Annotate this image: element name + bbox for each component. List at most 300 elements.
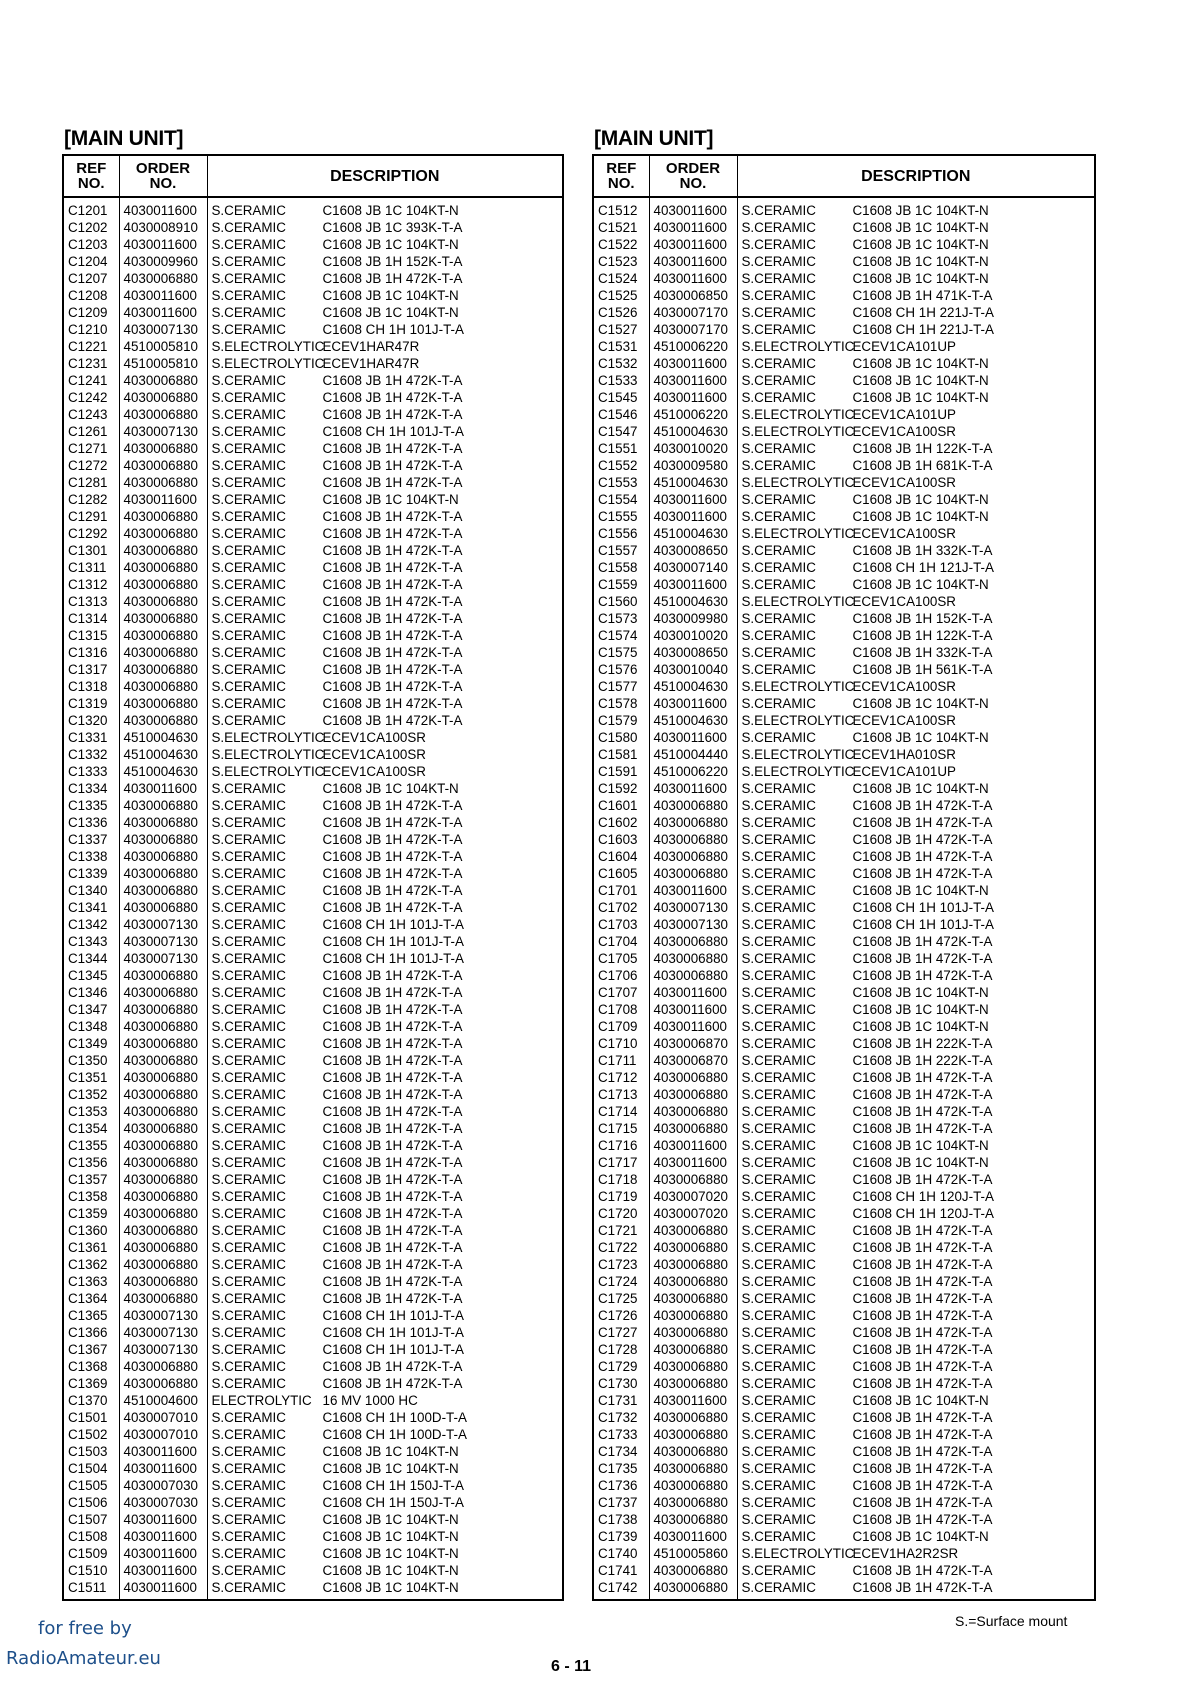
component-type: S.CERAMIC	[211, 1444, 286, 1459]
component-spec: C1608 JB 1H 472K-T-A	[852, 968, 993, 983]
component-type: S.CERAMIC	[211, 1104, 286, 1119]
order-no-cell: 4030007130	[119, 1307, 207, 1324]
ref-no-cell: C1370	[63, 1392, 119, 1409]
order-no-cell: 4030006850	[649, 287, 737, 304]
ref-no-cell: C1369	[63, 1375, 119, 1392]
ref-no-cell: C1367	[63, 1341, 119, 1358]
ref-no-cell: C1712	[593, 1069, 649, 1086]
description-cell	[207, 1562, 563, 1579]
description-cell	[737, 1528, 1095, 1545]
component-type: S.CERAMIC	[211, 322, 286, 337]
component-spec: ECEV1CA101UP	[852, 764, 956, 779]
component-spec: C1608 JB 1H 472K-T-A	[322, 526, 463, 541]
ref-no-cell: C1502	[63, 1426, 119, 1443]
table-row	[593, 1528, 1095, 1545]
table-row	[593, 763, 1095, 780]
description-cell	[207, 933, 563, 950]
description-cell	[737, 1375, 1095, 1392]
table-row	[63, 253, 563, 270]
table-row	[593, 627, 1095, 644]
component-spec: C1608 JB 1H 472K-T-A	[322, 1087, 463, 1102]
table-row	[63, 695, 563, 712]
component-type: S.CERAMIC	[211, 1206, 286, 1221]
table-row	[63, 865, 563, 882]
order-no-cell: 4030006880	[119, 1290, 207, 1307]
ref-no-cell: C1521	[593, 219, 649, 236]
component-spec: C1608 CH 1H 101J-T-A	[322, 1308, 464, 1323]
order-no-cell: 4030006880	[119, 661, 207, 678]
component-spec: C1608 CH 1H 101J-T-A	[852, 917, 994, 932]
table-row	[63, 304, 563, 321]
component-type: S.CERAMIC	[211, 713, 286, 728]
component-type: S.CERAMIC	[741, 849, 816, 864]
ref-no-cell: C1315	[63, 627, 119, 644]
order-no-cell: 4510004440	[649, 746, 737, 763]
table-row	[593, 1426, 1095, 1443]
table-row	[63, 1528, 563, 1545]
ref-no-cell: C1707	[593, 984, 649, 1001]
description-cell	[207, 661, 563, 678]
ref-no-cell: C1527	[593, 321, 649, 338]
description-cell	[737, 678, 1095, 695]
order-no-cell: 4030011600	[649, 355, 737, 372]
description-cell	[737, 1579, 1095, 1600]
ref-no-cell: C1241	[63, 372, 119, 389]
description-cell	[737, 304, 1095, 321]
table-row	[593, 1205, 1095, 1222]
component-spec: ECEV1HAR47R	[322, 339, 420, 354]
ref-no-cell: C1314	[63, 610, 119, 627]
description-cell	[207, 474, 563, 491]
table-row	[63, 1341, 563, 1358]
component-type: S.CERAMIC	[211, 628, 286, 643]
description-cell	[737, 1409, 1095, 1426]
order-no-cell: 4030006880	[649, 1069, 737, 1086]
ref-no-cell: C1210	[63, 321, 119, 338]
table-row	[593, 1018, 1095, 1035]
component-type: S.CERAMIC	[741, 1104, 816, 1119]
component-type: S.CERAMIC	[211, 1461, 286, 1476]
ref-no-cell: C1507	[63, 1511, 119, 1528]
component-spec: C1608 JB 1H 472K-T-A	[852, 1427, 993, 1442]
order-no-cell: 4030006880	[649, 1171, 737, 1188]
ref-no-cell: C1576	[593, 661, 649, 678]
component-spec: C1608 JB 1H 472K-T-A	[852, 1359, 993, 1374]
component-type: S.CERAMIC	[211, 1546, 286, 1561]
component-spec: C1608 JB 1C 104KT-N	[322, 288, 459, 303]
component-type: S.CERAMIC	[211, 288, 286, 303]
ref-no-cell: C1350	[63, 1052, 119, 1069]
component-type: S.CERAMIC	[741, 305, 816, 320]
component-type: S.CERAMIC	[741, 1580, 816, 1595]
table-row	[63, 474, 563, 491]
ref-no-cell: C1511	[63, 1579, 119, 1600]
ref-no-cell: C1331	[63, 729, 119, 746]
order-no-cell: 4030006880	[119, 644, 207, 661]
order-no-cell: 4030006880	[649, 933, 737, 950]
ref-no-cell: C1209	[63, 304, 119, 321]
component-type: S.CERAMIC	[741, 696, 816, 711]
ref-no-cell: C1337	[63, 831, 119, 848]
table-row	[63, 1426, 563, 1443]
order-no-cell: 4030006880	[119, 406, 207, 423]
ref-no-cell: C1504	[63, 1460, 119, 1477]
table-row	[63, 559, 563, 576]
component-spec: C1608 JB 1C 104KT-N	[852, 577, 989, 592]
table-row	[63, 270, 563, 287]
component-type: S.ELECTROLYTIC	[741, 747, 855, 762]
description-cell	[207, 899, 563, 916]
description-cell	[737, 1341, 1095, 1358]
component-spec: C1608 JB 1H 472K-T-A	[852, 1325, 993, 1340]
component-type: S.CERAMIC	[741, 492, 816, 507]
component-spec: C1608 JB 1H 472K-T-A	[852, 1444, 993, 1459]
component-type: S.CERAMIC	[741, 1325, 816, 1340]
order-no-cell: 4030006880	[119, 593, 207, 610]
ref-no-cell: C1348	[63, 1018, 119, 1035]
description-cell	[737, 1545, 1095, 1562]
ref-no-cell: C1203	[63, 236, 119, 253]
table-row	[63, 610, 563, 627]
table-row	[593, 593, 1095, 610]
table-row	[593, 967, 1095, 984]
component-spec: C1608 JB 1H 472K-T-A	[322, 373, 463, 388]
watermark-line-2: RadioAmateur.eu	[6, 1648, 161, 1669]
component-type: S.ELECTROLYTIC	[741, 594, 855, 609]
order-no-cell: 4030007130	[119, 950, 207, 967]
description-cell	[207, 304, 563, 321]
ref-no-cell: C1356	[63, 1154, 119, 1171]
table-row	[593, 644, 1095, 661]
order-no-cell: 4030011600	[649, 1154, 737, 1171]
order-no-cell: 4030006880	[649, 1307, 737, 1324]
ref-no-cell: C1579	[593, 712, 649, 729]
component-spec: C1608 JB 1H 472K-T-A	[322, 645, 463, 660]
table-row	[593, 491, 1095, 508]
component-type: S.CERAMIC	[741, 322, 816, 337]
description-cell	[737, 1086, 1095, 1103]
ref-no-cell: C1524	[593, 270, 649, 287]
table-row	[63, 491, 563, 508]
component-spec: C1608 JB 1C 104KT-N	[852, 220, 989, 235]
table-row	[593, 321, 1095, 338]
component-type: S.CERAMIC	[741, 1478, 816, 1493]
order-no-cell: 4030007010	[119, 1409, 207, 1426]
component-spec: C1608 JB 1H 472K-T-A	[322, 696, 463, 711]
ref-no-cell: C1342	[63, 916, 119, 933]
table-row	[63, 576, 563, 593]
ref-no-cell: C1556	[593, 525, 649, 542]
order-no-cell: 4030011600	[649, 882, 737, 899]
order-no-cell: 4030006880	[649, 1273, 737, 1290]
description-cell	[207, 797, 563, 814]
order-no-cell: 4030006880	[119, 610, 207, 627]
order-no-cell: 4030006880	[119, 1171, 207, 1188]
description-cell	[207, 197, 563, 219]
table-row	[593, 916, 1095, 933]
component-type: S.ELECTROLYTIC	[211, 356, 325, 371]
description-cell	[737, 1443, 1095, 1460]
component-type: S.CERAMIC	[211, 1121, 286, 1136]
component-spec: C1608 JB 1C 104KT-N	[852, 1138, 989, 1153]
description-cell	[737, 321, 1095, 338]
table-row	[63, 1103, 563, 1120]
ref-no-cell: C1510	[63, 1562, 119, 1579]
order-no-cell: 4030006880	[119, 899, 207, 916]
order-no-cell: 4030011600	[649, 1137, 737, 1154]
ref-no-cell: C1718	[593, 1171, 649, 1188]
component-spec: C1608 JB 1H 472K-T-A	[322, 1223, 463, 1238]
table-row	[593, 457, 1095, 474]
component-type: S.CERAMIC	[741, 1291, 816, 1306]
ref-no-cell: C1343	[63, 933, 119, 950]
order-no-cell: 4030006880	[649, 1222, 737, 1239]
component-spec: C1608 JB 1H 472K-T-A	[852, 1070, 993, 1085]
table-row	[63, 1460, 563, 1477]
description-cell	[207, 1120, 563, 1137]
component-type: S.CERAMIC	[741, 509, 816, 524]
table-row	[63, 457, 563, 474]
ref-no-cell: C1559	[593, 576, 649, 593]
description-cell	[737, 1477, 1095, 1494]
table-row	[593, 1511, 1095, 1528]
ref-no-cell: C1506	[63, 1494, 119, 1511]
order-no-cell: 4030006880	[119, 1205, 207, 1222]
table-row	[593, 1443, 1095, 1460]
ref-no-cell: C1709	[593, 1018, 649, 1035]
component-spec: C1608 JB 1C 104KT-N	[322, 1580, 459, 1595]
component-type: S.CERAMIC	[211, 390, 286, 405]
order-no-cell: 4030011600	[119, 1511, 207, 1528]
order-no-cell: 4510006220	[649, 763, 737, 780]
ref-no-cell: C1578	[593, 695, 649, 712]
table-row	[63, 899, 563, 916]
component-spec: C1608 CH 1H 101J-T-A	[852, 900, 994, 915]
component-spec: ECEV1HA010SR	[852, 747, 956, 762]
component-type: S.CERAMIC	[741, 1563, 816, 1578]
description-cell	[737, 1460, 1095, 1477]
component-type: S.CERAMIC	[741, 1393, 816, 1408]
ref-no-cell: C1281	[63, 474, 119, 491]
description-cell	[737, 440, 1095, 457]
component-spec: C1608 JB 1H 472K-T-A	[322, 883, 463, 898]
ref-no-cell: C1710	[593, 1035, 649, 1052]
component-type: S.ELECTROLYTIC	[741, 679, 855, 694]
description-cell	[737, 831, 1095, 848]
description-cell	[207, 1103, 563, 1120]
component-spec: C1608 JB 1C 104KT-N	[852, 730, 989, 745]
header-description: DESCRIPTION	[737, 155, 1095, 197]
table-row	[593, 1103, 1095, 1120]
ref-no-cell: C1724	[593, 1273, 649, 1290]
table-row	[593, 219, 1095, 236]
header-description: DESCRIPTION	[207, 155, 563, 197]
order-no-cell: 4510004630	[119, 746, 207, 763]
component-type: S.CERAMIC	[211, 1002, 286, 1017]
order-no-cell: 4030011600	[119, 1579, 207, 1600]
description-cell	[737, 1171, 1095, 1188]
component-type: S.ELECTROLYTIC	[741, 1546, 855, 1561]
table-row	[63, 1494, 563, 1511]
table-row	[593, 1222, 1095, 1239]
ref-no-cell: C1545	[593, 389, 649, 406]
component-type: S.CERAMIC	[211, 237, 286, 252]
component-spec: C1608 CH 1H 221J-T-A	[852, 322, 994, 337]
description-cell	[207, 1137, 563, 1154]
table-row	[63, 1001, 563, 1018]
ref-no-cell: C1558	[593, 559, 649, 576]
component-spec: C1608 JB 1H 472K-T-A	[322, 1138, 463, 1153]
component-type: S.CERAMIC	[211, 696, 286, 711]
order-no-cell: 4030006880	[649, 1358, 737, 1375]
component-type: S.CERAMIC	[741, 985, 816, 1000]
component-type: S.CERAMIC	[211, 1512, 286, 1527]
header-ref-no: REF NO.	[63, 155, 119, 197]
description-cell	[207, 321, 563, 338]
table-row	[593, 525, 1095, 542]
ref-no-cell: C1243	[63, 406, 119, 423]
description-cell	[737, 695, 1095, 712]
ref-no-cell: C1722	[593, 1239, 649, 1256]
component-type: S.CERAMIC	[211, 1529, 286, 1544]
ref-no-cell: C1602	[593, 814, 649, 831]
description-cell	[207, 1239, 563, 1256]
ref-no-cell: C1720	[593, 1205, 649, 1222]
description-cell	[737, 372, 1095, 389]
description-cell	[207, 1171, 563, 1188]
ref-no-cell: C1352	[63, 1086, 119, 1103]
order-no-cell: 4030010040	[649, 661, 737, 678]
order-no-cell: 4030006880	[119, 525, 207, 542]
order-no-cell: 4030007130	[119, 1324, 207, 1341]
table-row	[593, 712, 1095, 729]
component-type: S.CERAMIC	[211, 1189, 286, 1204]
table-row	[593, 406, 1095, 423]
table-row	[63, 1579, 563, 1600]
component-type: S.CERAMIC	[211, 866, 286, 881]
component-type: S.CERAMIC	[741, 1070, 816, 1085]
component-spec: ECEV1CA100SR	[852, 679, 956, 694]
component-spec: C1608 CH 1H 150J-T-A	[322, 1478, 464, 1493]
order-no-cell: 4030006880	[649, 1443, 737, 1460]
component-type: S.ELECTROLYTIC	[741, 475, 855, 490]
component-spec: C1608 JB 1H 472K-T-A	[852, 1376, 993, 1391]
ref-no-cell: C1221	[63, 338, 119, 355]
component-spec: 16 MV 1000 HC	[322, 1393, 418, 1408]
order-no-cell: 4510005810	[119, 338, 207, 355]
ref-no-cell: C1735	[593, 1460, 649, 1477]
description-cell	[207, 406, 563, 423]
description-cell	[207, 950, 563, 967]
description-cell	[737, 1358, 1095, 1375]
component-spec: C1608 JB 1H 472K-T-A	[322, 1189, 463, 1204]
component-type: S.CERAMIC	[741, 1206, 816, 1221]
description-cell	[737, 197, 1095, 219]
table-row	[63, 763, 563, 780]
description-cell	[737, 270, 1095, 287]
component-spec: C1608 JB 1C 104KT-N	[852, 1393, 989, 1408]
component-type: S.CERAMIC	[211, 815, 286, 830]
order-no-cell: 4030011600	[649, 1528, 737, 1545]
component-spec: C1608 JB 1H 472K-T-A	[322, 1376, 463, 1391]
order-no-cell: 4030009960	[119, 253, 207, 270]
description-cell	[737, 474, 1095, 491]
table-row	[63, 287, 563, 304]
table-row	[593, 1171, 1095, 1188]
description-cell	[737, 1494, 1095, 1511]
component-spec: C1608 JB 1H 472K-T-A	[852, 866, 993, 881]
description-cell	[207, 1545, 563, 1562]
component-spec: C1608 JB 1H 472K-T-A	[322, 1359, 463, 1374]
component-type: S.CERAMIC	[211, 1257, 286, 1272]
ref-no-cell: C1708	[593, 1001, 649, 1018]
order-no-cell: 4030011600	[649, 197, 737, 219]
ref-no-cell: C1575	[593, 644, 649, 661]
component-spec: C1608 JB 1H 472K-T-A	[852, 1172, 993, 1187]
order-no-cell: 4030006880	[119, 474, 207, 491]
component-spec: C1608 JB 1H 472K-T-A	[322, 543, 463, 558]
ref-no-cell: C1355	[63, 1137, 119, 1154]
table-row	[63, 984, 563, 1001]
component-spec: C1608 JB 1C 104KT-N	[852, 356, 989, 371]
table-row	[63, 1188, 563, 1205]
ref-no-cell: C1592	[593, 780, 649, 797]
component-spec: C1608 CH 1H 120J-T-A	[852, 1206, 994, 1221]
table-row	[593, 338, 1095, 355]
table-row	[63, 406, 563, 423]
table-row	[63, 1154, 563, 1171]
table-row	[63, 236, 563, 253]
order-no-cell: 4030011600	[649, 372, 737, 389]
description-cell	[207, 610, 563, 627]
component-spec: C1608 CH 1H 101J-T-A	[322, 322, 464, 337]
table-row	[593, 831, 1095, 848]
component-spec: C1608 CH 1H 121J-T-A	[852, 560, 994, 575]
order-no-cell: 4510004630	[649, 474, 737, 491]
ref-no-cell: C1723	[593, 1256, 649, 1273]
ref-no-cell: C1319	[63, 695, 119, 712]
component-spec: C1608 JB 1H 152K-T-A	[852, 611, 993, 626]
order-no-cell: 4030006880	[119, 559, 207, 576]
table-row	[593, 355, 1095, 372]
ref-no-cell: C1333	[63, 763, 119, 780]
description-cell	[737, 1103, 1095, 1120]
order-no-cell: 4030006880	[119, 1154, 207, 1171]
component-spec: C1608 JB 1H 472K-T-A	[852, 951, 993, 966]
component-type: S.CERAMIC	[211, 407, 286, 422]
table-row	[63, 1562, 563, 1579]
ref-no-cell: C1346	[63, 984, 119, 1001]
table-row	[593, 610, 1095, 627]
ref-no-cell: C1715	[593, 1120, 649, 1137]
component-spec: C1608 JB 1C 104KT-N	[852, 373, 989, 388]
order-no-cell: 4030006870	[649, 1052, 737, 1069]
ref-no-cell: C1553	[593, 474, 649, 491]
description-cell	[207, 1154, 563, 1171]
component-spec: C1608 JB 1C 104KT-N	[852, 203, 989, 218]
description-cell	[737, 899, 1095, 916]
description-cell	[207, 1494, 563, 1511]
order-no-cell: 4510004630	[649, 423, 737, 440]
ref-no-cell: C1332	[63, 746, 119, 763]
ref-no-cell: C1334	[63, 780, 119, 797]
component-spec: C1608 JB 1C 104KT-N	[852, 492, 989, 507]
component-spec: C1608 JB 1H 472K-T-A	[322, 1274, 463, 1289]
description-cell	[737, 287, 1095, 304]
component-spec: C1608 JB 1H 122K-T-A	[852, 628, 993, 643]
table-row	[63, 967, 563, 984]
order-no-cell: 4510005860	[649, 1545, 737, 1562]
